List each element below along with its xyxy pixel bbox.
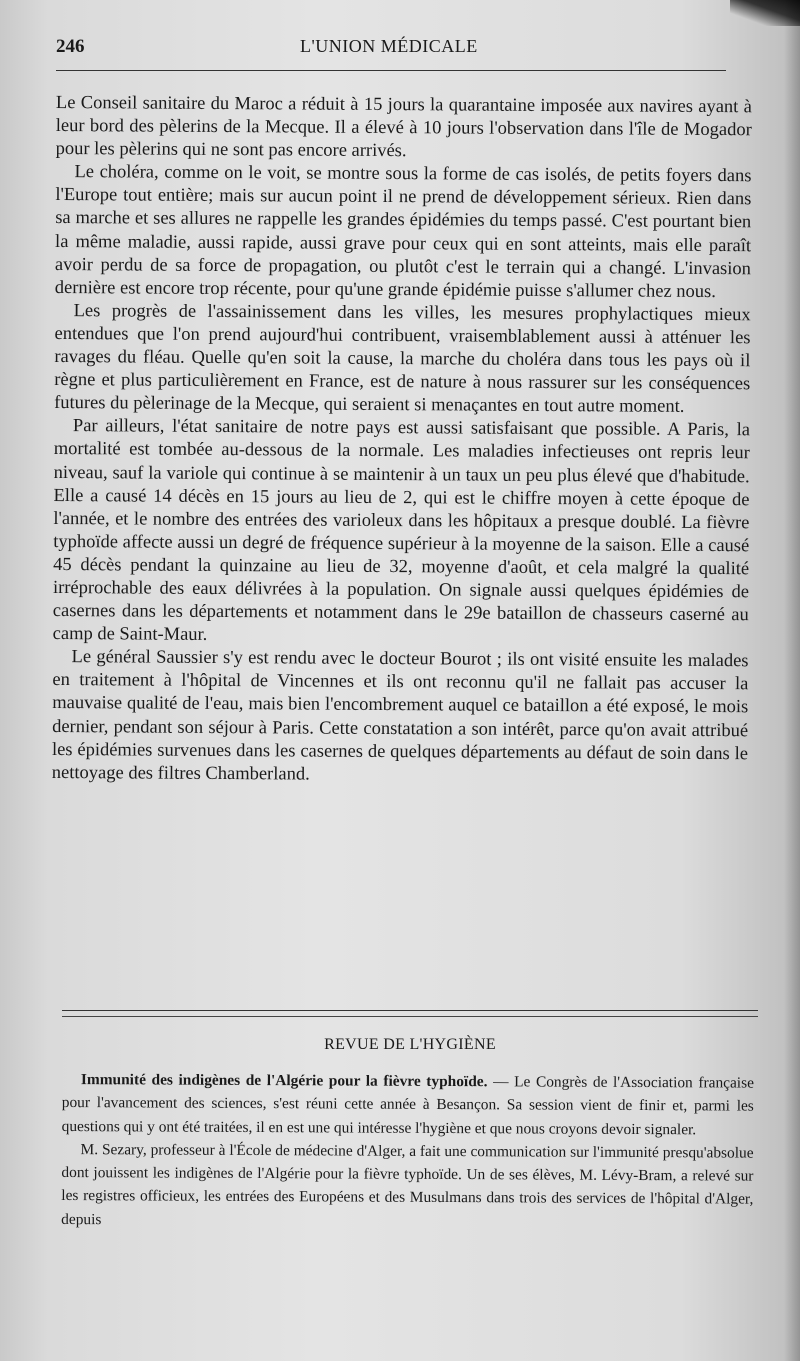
page-edge-shadow <box>784 0 800 1361</box>
page-header <box>56 32 726 62</box>
paragraph-cholera: Le choléra, comme on le voit, se montre sous la forme de cas isolés, de petits foyers dans l'Europe tout entière; mais sur aucun point il ne prend de développement sérieux. Rien dans sa marche et ses allures ne rappelle les grandes épidémies du temps passé. C'est pourtant bien la même maladie, aussi rapide, aussi grave pour ceux qui en sont atteints, mais elle paraît avoir perdu de sa force de propagation, ou plutôt c'est le terrain qui a changé. L'invasion dernière est encore trop récente, pour qu'une grande épidémie puisse s'allumer chez nous. <box>54 162 752 302</box>
subsection-lead-title: Immunité des indigènes de l'Algérie pour la fièvre typhoïde. <box>80 1071 488 1091</box>
hygiene-paragraph-sezary: M. Sezary, professeur à l'École de médecine d'Alger, a fait une communication sur l'immunité presqu'absolue dont jouissent les indigènes de l'Algérie pour la fièvre typhoïde. Un de ses élèves, M. Lévy-Bram, a relevé sur les registres officieux, les entrées des Européens et des Musulmans dans trois des services de l'hôpital d'Alger, depuis <box>61 1140 754 1228</box>
section-rule-top <box>62 1010 758 1011</box>
running-title: L'UNION MÉDICALE <box>300 36 478 56</box>
paragraph-quarantine: Le Conseil sanitaire du Maroc a réduit à 15 jours la quarantaine imposée aux navires ayant à leur bord des pèlerins de la Mecque. Il a élevé à 10 jours l'observation dans l'île de Mogador pour les pèlerins qui ne sont pas encore arrivés. <box>55 92 752 162</box>
header-rule <box>56 70 726 71</box>
hygiene-paragraph-congress <box>62 1068 754 1142</box>
hygiene-review-body <box>61 1068 754 1235</box>
paragraph-saussier: Le général Saussier s'y est rendu avec le docteur Bourot ; ils ont visité ensuite les malades en traitement à l'hôpital de Vincennes et ils ont reconnu qu'il ne fallait pas accuser la mauvaise qualité de l'eau, mais bien l'encombrement auquel ce bataillon a été exposé, le mois dernier, pendant son séjour à Paris. Cette constatation a son intérêt, parce qu'on avait attribué les épidémies survenues dans les casernes de quelques départements au défaut de soin dans le nettoyage des filtres Chamberland. <box>51 647 749 785</box>
paragraph-health-status: Par ailleurs, l'état sanitaire de notre pays est aussi satisfaisant que possible. A Paris, la mortalité est tombée au-dessous de la normale. Les maladies infectieuses ont repris leur niveau, sauf la variole qui continue à se maintenir à un taux un peu plus élevé que d'habitude. Elle a causé 14 décès en 15 jours au lieu de 2, qui est le chiffre moyen à cette époque de l'année, et le nombre des entrées des varioleux dans les hôpitaux a presque doublé. La fièvre typhoïde affecte aussi un degré de fréquence supérieur à la moyenne de la saison. Elle a causé 45 décès pendant la quinzaine au lieu de 32, moyenne d'août, et cela malgré la qualité irréprochable des eaux délivrées à la population. On signale aussi quelques épidémies de casernes dans les départements et notamment dans le 29e bataillon de chasseurs caserné au camp de Saint-Maur. <box>52 416 751 646</box>
section-heading: REVUE DE L'HYGIÈNE <box>324 1036 496 1053</box>
hygiene-paragraph-congress-text: — Le Congrès de l'Association française pour l'avancement des sciences, s'est réuni cette année à Besançon. Sa session vient de finir et, parmi les questions qui y ont été traitées, il en est une qui intéresse l'hygiène et que nous croyons devoir signaler. <box>61 1073 754 1138</box>
article-body <box>52 92 752 789</box>
paragraph-sanitation: Les progrès de l'assainissement dans les villes, les mesures prophylactiques mieux entendues que l'on prend aujourd'hui contribuent, vraisemblablement aussi à atténuer les ravages du fléau. Quelle qu'en soit la cause, la marche du choléra dans tous les pays où il règne et plus particulièrement en France, est de nature à nous rassurer sur les conséquences futures du pèlerinage de la Mecque, qui seraient si menaçantes en tout autre moment. <box>54 300 751 418</box>
page-number: 246 <box>56 36 85 57</box>
section-rule-bottom <box>62 1016 758 1017</box>
